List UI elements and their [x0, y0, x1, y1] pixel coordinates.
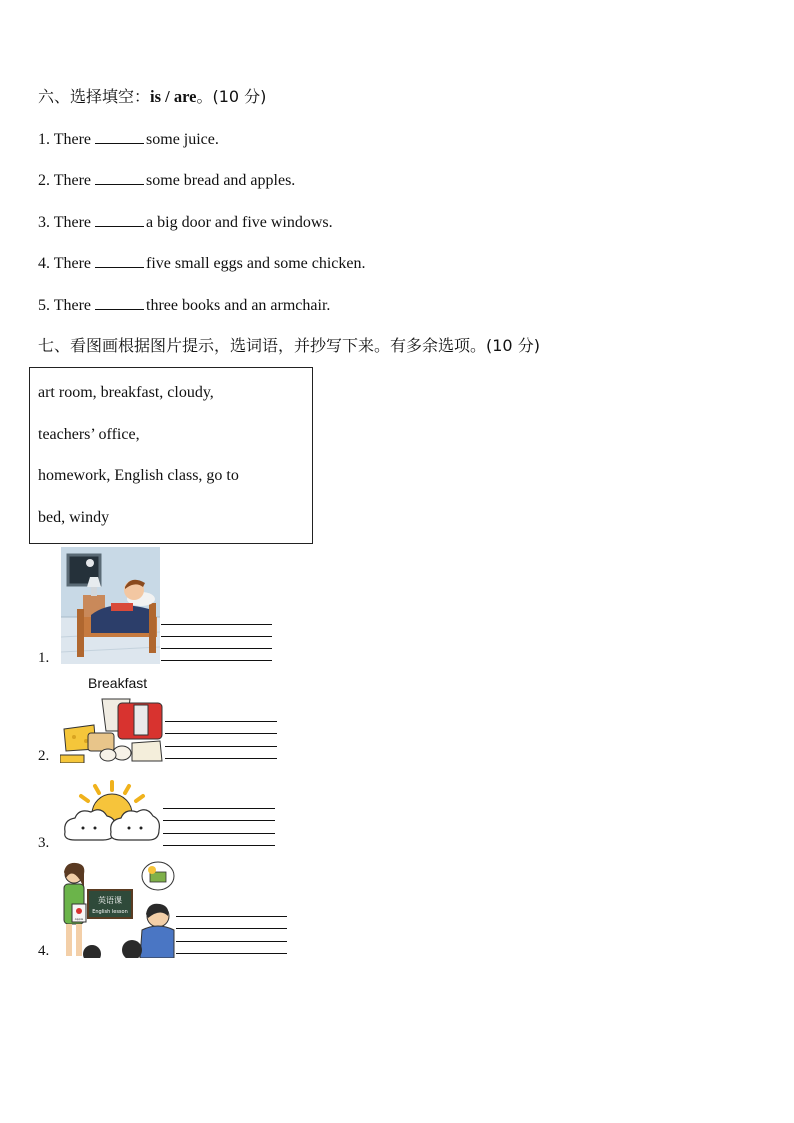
section-6-title-words: is / are: [150, 87, 197, 106]
go-to-bed-picture: [61, 547, 160, 664]
question-7-3-number: 3.: [38, 835, 50, 851]
option-line: bed, windy: [38, 509, 110, 526]
question-7-1-number: 1.: [38, 650, 50, 666]
question-6-4: [38, 253, 366, 274]
question-prefix: 5. There: [38, 297, 92, 314]
question-prefix: 4. There: [38, 255, 92, 272]
section-7-title: [38, 336, 540, 356]
writing-line[interactable]: [165, 758, 277, 759]
student-body: [140, 926, 174, 958]
answer-blank[interactable]: [95, 129, 144, 144]
answer-blank[interactable]: [95, 295, 144, 310]
question-6-5: [38, 295, 330, 316]
writing-line[interactable]: [176, 928, 287, 929]
writing-line[interactable]: [163, 820, 275, 821]
question-rest: a big door and five windows.: [146, 214, 333, 231]
breakfast-caption: Breakfast: [88, 675, 148, 691]
option-line: art room, breakfast, cloudy,: [38, 384, 214, 401]
english-class-picture: [60, 860, 176, 958]
writing-line[interactable]: [163, 808, 275, 809]
writing-line[interactable]: [176, 941, 287, 942]
question-rest: three books and an armchair.: [146, 297, 331, 314]
chalkboard-text: 英语课: [98, 896, 122, 905]
option-line: homework, English class, go to: [38, 467, 239, 484]
book-label: Apple: [74, 917, 84, 921]
cloudy-picture: [61, 780, 163, 848]
writing-line[interactable]: [161, 636, 272, 637]
section-6-title-tail: 。(10 分): [196, 87, 267, 106]
writing-line[interactable]: [165, 721, 277, 722]
chalkboard-subtext: English lesson: [92, 909, 128, 915]
writing-line[interactable]: [176, 916, 287, 917]
word-options-box: [29, 367, 313, 544]
butter: [132, 741, 162, 761]
question-rest: some juice.: [146, 131, 219, 148]
answer-blank[interactable]: [95, 212, 144, 227]
writing-line[interactable]: [163, 845, 275, 846]
writing-line[interactable]: [161, 648, 272, 649]
section-6-title: [38, 87, 266, 107]
question-rest: some bread and apples.: [146, 172, 296, 189]
option-line: teachers’ office,: [38, 426, 140, 443]
answer-blank[interactable]: [95, 170, 144, 185]
answer-blank[interactable]: [95, 253, 144, 268]
writing-line[interactable]: [165, 746, 277, 747]
question-prefix: 3. There: [38, 214, 92, 231]
bread: [88, 733, 114, 751]
writing-line[interactable]: [165, 733, 277, 734]
question-6-1: [38, 129, 219, 150]
writing-line[interactable]: [176, 953, 287, 954]
question-7-2-number: 2.: [38, 748, 50, 764]
section-7-title-text: 七、看图画根据图片提示，选词语，并抄写下来。有多余选项。(10 分): [38, 336, 540, 355]
boy-shirt: [111, 603, 133, 611]
milk-bottle: [134, 705, 148, 735]
student-back-head: [122, 940, 142, 958]
question-prefix: 1. There: [38, 131, 92, 148]
question-prefix: 2. There: [38, 172, 92, 189]
writing-line[interactable]: [161, 624, 272, 625]
writing-line[interactable]: [161, 660, 272, 661]
writing-line[interactable]: [163, 833, 275, 834]
section-6-title-cn: 六、选择填空：: [38, 87, 151, 106]
question-rest: five small eggs and some chicken.: [146, 255, 366, 272]
question-6-2: [38, 170, 295, 191]
question-7-4-number: 4.: [38, 943, 50, 959]
breakfast-picture: [60, 691, 164, 763]
moon: [86, 559, 94, 567]
question-6-3: [38, 212, 333, 233]
